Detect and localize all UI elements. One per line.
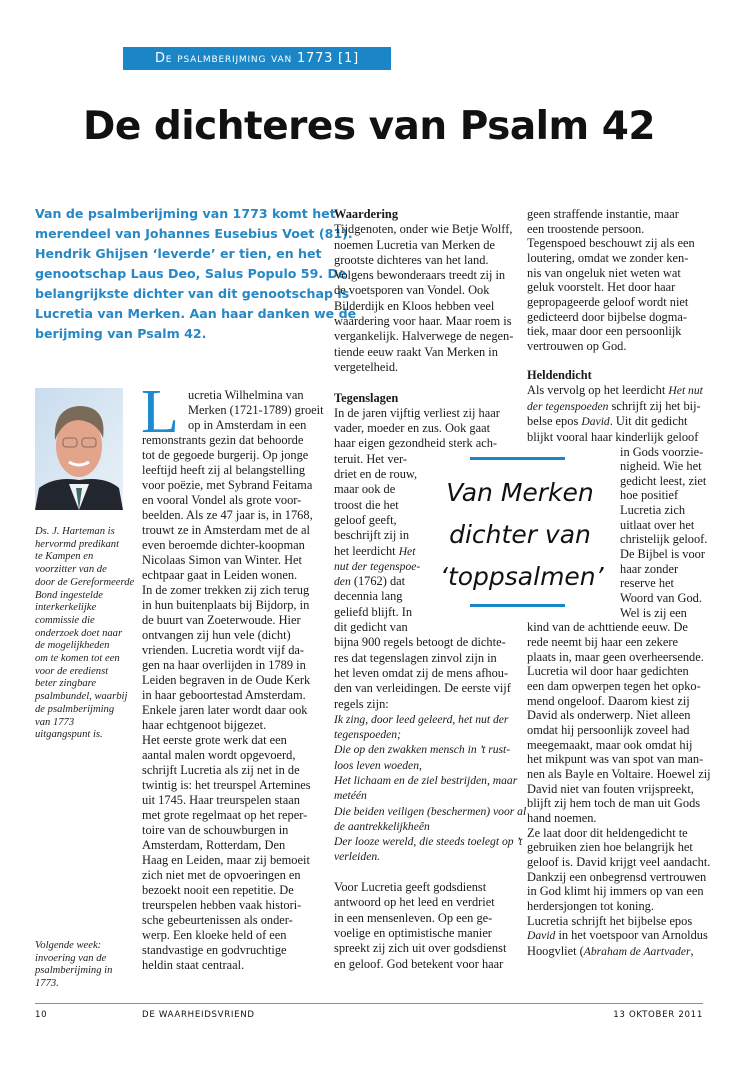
- text-line: metéén: [334, 789, 367, 803]
- text-line: gebruiken zien hoe belangrijk het: [527, 840, 693, 855]
- pullquote-rule-bottom: [470, 604, 565, 607]
- text-line: invoering van de: [35, 952, 107, 964]
- text-line: vrienden. Lucretia wordt vijf da-: [142, 643, 305, 657]
- text-line: beelden. Als ze 47 jaar is, in 1768,: [142, 508, 313, 522]
- text-line: gedicteerd door bijbelse dogma-: [527, 309, 687, 324]
- text-line: blijft zij hem toch de man uit Gods: [527, 796, 701, 811]
- text-line: Enkele jaren later wordt daar ook: [142, 703, 308, 717]
- text-line: vader, moeder en zus. Ook gaat: [334, 421, 491, 436]
- text-line: met grote regelmaat op het reper-: [142, 808, 308, 822]
- italic-text: Abraham de Aartvader: [583, 944, 691, 958]
- italic-text: David: [527, 929, 556, 943]
- text-line: beschrijft zij in: [334, 528, 410, 543]
- section-kicker: De psalmberijming van 1773 [1]: [123, 47, 391, 70]
- text-line: de aantrekkelijkheên: [334, 819, 430, 833]
- column-2: [141, 378, 324, 973]
- text-line: psalmberijming in: [35, 965, 113, 977]
- section-heading: Tegenslagen: [334, 390, 399, 405]
- text-line: de voetsporen van Vondel. Ook: [334, 283, 490, 298]
- next-week-note: [35, 940, 112, 991]
- text-line: door de Gereformeerde: [35, 576, 135, 588]
- text-line: op in Amsterdam in een: [188, 418, 307, 432]
- text-line: van 1773: [35, 716, 75, 728]
- text-span: Hoogvliet (: [527, 943, 584, 958]
- text-line: een troostende persoon.: [527, 221, 645, 236]
- text-span: het leerdicht: [334, 543, 399, 558]
- text-line: waardering voor haar. Maar roem is: [334, 314, 512, 329]
- text-line: leeftijd heeft zij al belangstelling: [142, 463, 306, 477]
- pullquote-rule-top: [470, 457, 565, 460]
- text-line: Het lichaam en de ziel bestrijden, maar: [334, 773, 518, 787]
- italic-text: den: [334, 575, 351, 589]
- text-line: Woord van God.: [620, 591, 702, 606]
- text-line: onderzoek doet naar: [35, 627, 123, 639]
- text-line: David niet van fouten vrijspreekt,: [527, 781, 694, 796]
- text-line: vertrouwen op God.: [527, 338, 627, 353]
- text-line: nigheid. Wie het: [620, 459, 702, 474]
- text-line: [527, 354, 711, 369]
- text-line: ‘toppsalmen’: [440, 562, 604, 591]
- text-line: Dankzij een onbegrensd vertrouwen: [527, 869, 707, 884]
- text-line: 1773.: [35, 978, 59, 990]
- text-line: de buurt van Zoeterwoude. Hier: [142, 613, 301, 627]
- text-line: uitgangspunt is.: [35, 729, 103, 741]
- text-span: in het voetspoor van Arnoldus: [555, 928, 708, 943]
- text-line: schrijft Lucretia als zij net in de: [142, 763, 300, 777]
- text-line: res dat tegenslagen zinvol zijn in: [334, 650, 497, 665]
- text-line: Der looze wereld, die steeds toelegt op ’t: [334, 835, 523, 849]
- text-line: Die op den zwakken mensch in ’t rust-: [334, 743, 511, 757]
- text-line: een dam opwerpen tegen het opko-: [527, 679, 701, 693]
- text-span: schrijft zij het bij-: [608, 398, 701, 413]
- text-line: berijming van Psalm 42.: [35, 326, 207, 341]
- text-span: . Uit dit gedicht: [609, 414, 688, 429]
- text-line: loutering, omdat we zonder ken-: [527, 250, 689, 265]
- text-line: even beroemde dichter-koopman: [142, 538, 305, 552]
- text-line: regels zijn:: [334, 696, 389, 711]
- text-line: nut der tegenspoe-: [334, 559, 421, 573]
- text-line: grootste dichteres van het land.: [334, 252, 489, 267]
- text-line: geen straffende instantie, maar: [527, 207, 679, 221]
- text-line: Bilderdijk en Kloos hebben veel: [334, 298, 495, 313]
- text-line: genootschap Laus Deo, Salus Populo 59. De: [35, 266, 347, 281]
- text-line: Volgens bewonderaars treedt zij in: [334, 268, 506, 283]
- text-line: werp. Een kloeke held of een: [142, 928, 287, 942]
- text-line: dit gedicht van: [334, 620, 408, 635]
- article-title: De dichteres van Psalm 42: [82, 104, 655, 149]
- text-line: In de jaren vijftig verliest zij haar: [334, 405, 500, 420]
- text-line: Wel is zij een: [620, 605, 687, 620]
- article-intro: [35, 204, 357, 344]
- text-line: psalmbundel, waarbij: [35, 691, 128, 703]
- text-line: bezoekt nooit een repetitie. De: [142, 883, 294, 897]
- text-line: troost die het: [334, 497, 399, 512]
- text-line: gepropageerde geloof wordt niet: [527, 294, 689, 309]
- text-line: noemen Lucretia van Merken de: [334, 237, 496, 252]
- text-line: heldin staat centraal.: [142, 958, 245, 972]
- text-line: dichter van: [449, 520, 591, 549]
- italic-text: David: [581, 415, 610, 429]
- text-line: Lucretia schrijft het bijbelse epos: [527, 913, 693, 928]
- text-line: David als onderwerp. Niet alleen: [527, 708, 691, 723]
- text-line: voorzitter van de: [35, 564, 107, 576]
- text-line: De Bijbel is voor: [620, 547, 706, 562]
- text-line: haar zonder: [620, 561, 679, 576]
- issue-date: 13 OKTOBER 2011: [613, 1010, 703, 1020]
- text-span: Als vervolg op het leerdicht: [527, 382, 669, 397]
- text-line: twintig is: het treurspel Artemines: [142, 778, 311, 792]
- text-line: haar eigen gezondheid sterk ach-: [334, 436, 498, 451]
- text-line: herdersjongen tot koning.: [527, 898, 654, 913]
- text-line: gen na haar overlijden in 1789 in: [142, 658, 306, 672]
- text-line: tot de gegoede burgerij. Op jonge: [142, 448, 309, 462]
- text-line: tegenspoeden;: [334, 728, 401, 742]
- italic-text: Het nut: [668, 383, 703, 397]
- section-heading: Heldendicht: [527, 368, 592, 383]
- text-line: antwoord op het leed en verdriet: [334, 895, 495, 910]
- text-line: geluk voorstelt. Het door haar: [527, 280, 676, 295]
- drop-cap: L: [141, 378, 179, 446]
- text-line: commissie die: [35, 614, 95, 626]
- text-line: tiek, maar door een persoonlijk: [527, 324, 682, 339]
- text-line: in een mensenleven. Op een ge-: [334, 910, 493, 925]
- text-line: vergankelijk. Halverwege de negen-: [334, 329, 514, 344]
- text-line: geliefd blijft. In: [334, 604, 413, 619]
- text-line: reserve het: [620, 576, 675, 591]
- text-line: ontvangen zij hun vele (dicht): [142, 628, 291, 642]
- text-line: Tijdgenoten, onder wie Betje Wolff,: [334, 222, 513, 237]
- text-line: [527, 944, 711, 960]
- text-line: voor de eredienst: [35, 665, 109, 677]
- text-line: remonstrants gezin dat behoorde: [142, 433, 304, 447]
- text-line: rede neemt bij haar een zekere: [527, 635, 678, 650]
- text-line: In de zomer trekken zij zich terug: [142, 583, 310, 597]
- text-line: Van de psalmberijming van 1773 komt het: [35, 206, 336, 221]
- text-line: den van verleidingen. De eerste vijf: [334, 681, 511, 696]
- text-line: in God klimt hij immers op van een: [527, 884, 704, 899]
- text-line: het leven omdat zij de mens afhou-: [334, 665, 509, 680]
- text-line: Voor Lucretia geeft godsdienst: [334, 880, 487, 895]
- text-line: uitlaat over het: [620, 517, 695, 532]
- text-line: [334, 375, 526, 390]
- text-line: mend ongeloof. Daarom kiest zij: [527, 693, 690, 708]
- text-line: tiende eeuw raakt Van Merken in: [334, 344, 498, 359]
- text-span: (1762) dat: [350, 574, 406, 589]
- text-line: aantal malen wordt opgevoerd,: [142, 748, 296, 762]
- text-line: Van Merken: [446, 478, 594, 507]
- text-line: interkerkelijke: [35, 602, 97, 614]
- text-line: maar ook de: [334, 482, 396, 497]
- text-line: [527, 928, 711, 944]
- author-photo: [35, 388, 123, 510]
- text-line: Volgende week:: [35, 940, 102, 951]
- text-line: Ik zing, door leed geleerd, het nut der: [334, 712, 509, 726]
- text-line: de mogelijkheden: [35, 640, 110, 652]
- text-line: bijna 900 regels betoogt de dichte-: [334, 635, 506, 650]
- text-line: voelige en optimistische manier: [334, 925, 492, 940]
- text-line: hoe positief: [620, 488, 679, 503]
- text-line: [334, 865, 526, 880]
- text-line: Leiden begraven in de Oude Kerk: [142, 673, 311, 687]
- magazine-name: DE WAARHEIDSVRIEND: [142, 1010, 255, 1020]
- text-line: de psalmberijming: [35, 703, 115, 715]
- text-line: en geloof. God betekent voor haar: [334, 956, 504, 971]
- text-line: christelijk geloof.: [620, 532, 708, 547]
- text-line: loos leven woeden,: [334, 758, 422, 772]
- text-line: [527, 383, 711, 399]
- text-span: ,: [690, 943, 694, 958]
- text-line: belangrijkste dichter van dit genootschap is: [35, 286, 350, 301]
- text-line: in haar geboortestad Amsterdam.: [142, 688, 306, 702]
- text-line: zich niet met de opvoeringen en: [142, 868, 301, 882]
- text-line: [527, 414, 711, 430]
- italic-text: Het: [398, 544, 416, 558]
- text-line: verleiden.: [334, 850, 381, 864]
- text-line: meegemaakt, maar ook omdat hij: [527, 737, 693, 752]
- text-span: belse epos: [527, 414, 582, 429]
- italic-text: der tegenspoeden: [527, 399, 609, 413]
- text-line: Lucretia zich: [620, 503, 686, 518]
- text-line: om te komen tot een: [35, 653, 120, 665]
- text-line: nen als Bayle en Voltaire. Hoewel zij: [527, 766, 711, 781]
- text-line: hand noemen.: [527, 810, 597, 825]
- text-line: standvastige en godvruchtige: [142, 943, 287, 957]
- text-line: trouwt ze in Amsterdam met de al: [142, 523, 310, 537]
- footer-rule: [35, 1003, 703, 1004]
- text-line: Merken (1721-1789) groeit: [188, 403, 324, 417]
- text-line: merendeel van Johannes Eusebius Voet (81).: [35, 226, 353, 241]
- text-line: Nicolaas Simon van Winter. Het: [142, 553, 302, 567]
- text-line: hervormd predikant: [35, 538, 120, 550]
- text-line: Hendrik Ghijsen ‘leverde’ er tien, en het: [35, 246, 322, 261]
- text-line: Haag en Leiden, maar zij bemoeit: [142, 853, 310, 867]
- text-line: beter zingbare: [35, 678, 97, 690]
- text-line: plaats in, maar geen overheersende.: [527, 649, 704, 664]
- text-line: en vooral Vondel als grote voor-: [142, 493, 302, 507]
- text-line: haar echtgenoot bijgezet.: [142, 718, 267, 732]
- text-line: sche gebeurtenissen als onder-: [142, 913, 293, 927]
- text-line: Ds. J. Harteman is: [35, 526, 115, 537]
- section-heading: Waardering: [334, 207, 399, 221]
- text-line: kind van de achttiende eeuw. De: [527, 620, 688, 635]
- text-line: toire van de schouwburgen in: [142, 823, 289, 837]
- text-line: Het eerste grote werk dat een: [142, 733, 287, 747]
- text-line: vergetelheid.: [334, 359, 399, 374]
- text-line: treurspelen hebben vaak histori-: [142, 898, 302, 912]
- text-line: teruit. Het ver-: [334, 451, 408, 466]
- text-line: Lucretia wil door haar gedichten: [527, 664, 689, 679]
- pullquote: [440, 472, 604, 598]
- text-line: geloof geeft,: [334, 512, 397, 527]
- text-line: Die beiden veiligen (beschermen) voor al: [334, 804, 527, 818]
- text-line: driet en de rouw,: [334, 467, 418, 482]
- page-number: 10: [35, 1010, 48, 1020]
- text-line: Ze laat door dit heldengedicht te: [527, 825, 688, 840]
- text-line: [527, 399, 711, 415]
- text-line: in hun buitenplaats bij Bijdorp, in: [142, 598, 310, 612]
- text-line: te Kampen en: [35, 551, 94, 563]
- text-line: Bond ingestelde: [35, 589, 103, 601]
- text-line: ucretia Wilhelmina van: [188, 388, 304, 402]
- text-line: spreekt zij zich uit over godsdienst: [334, 941, 507, 956]
- text-line: Lucretia van Merken. Aan haar danken we de: [35, 306, 357, 321]
- text-line: decennia lang: [334, 589, 403, 604]
- text-line: Tegenspoed beschouwt zij als een: [527, 236, 695, 251]
- text-line: nis van ongeluk niet weten wat: [527, 265, 681, 280]
- text-line: uit 1745. Haar treurspelen staan: [142, 793, 300, 807]
- text-line: geloof is. David krijgt veel aandacht.: [527, 854, 711, 869]
- text-line: gedicht leest, ziet: [620, 473, 707, 488]
- text-line: echtpaar gaat in Leiden wonen.: [142, 568, 298, 582]
- author-caption: [35, 526, 134, 742]
- text-line: Amsterdam, Rotterdam, Den: [142, 838, 286, 852]
- text-line: het mikpunt was van spot van man-: [527, 752, 704, 767]
- text-line: in Gods voorzie-: [620, 444, 704, 459]
- text-line: blijkt vooral haar kinderlijk geloof: [527, 429, 699, 444]
- text-line: voor poëzie, met Sybrand Feitama: [142, 478, 313, 492]
- text-line: omdat hij persoonlijk zoveel had: [527, 722, 690, 737]
